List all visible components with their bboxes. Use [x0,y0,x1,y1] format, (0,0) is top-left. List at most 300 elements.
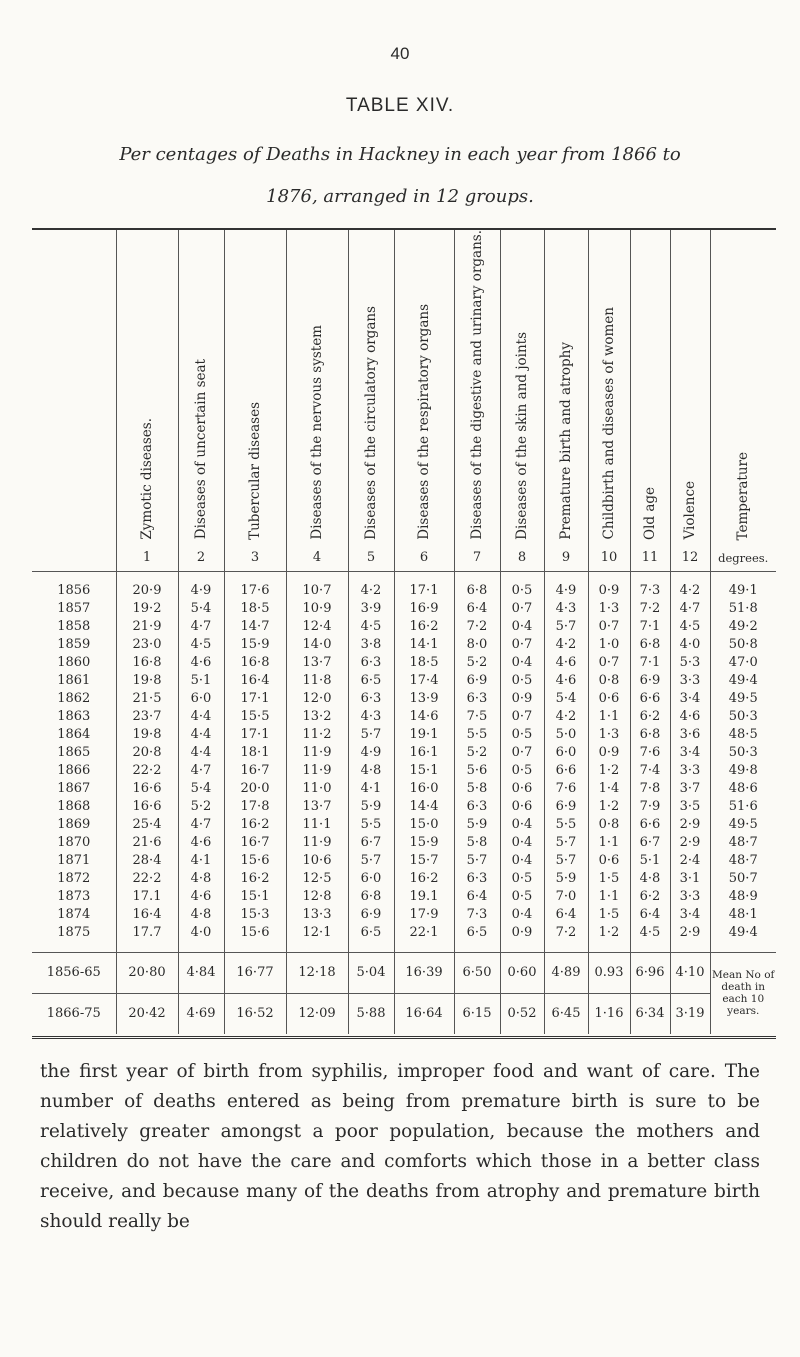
value-cell: 0·9 [588,571,630,600]
value-cell: 6·3 [348,690,394,708]
value-cell: 19·8 [116,672,178,690]
column-header-label: Temperature [735,452,752,541]
mean-value-cell: 1·16 [588,993,630,1034]
value-cell: 0·4 [500,618,544,636]
value-cell: 16·8 [116,654,178,672]
value-cell: 3·9 [348,600,394,618]
value-cell: 4·2 [348,571,394,600]
value-cell: 4·8 [178,870,224,888]
value-cell: 0·7 [500,636,544,654]
year-cell: 1865 [32,744,116,762]
column-header-label: Old age [642,486,658,540]
table-row [32,798,776,816]
table-row [32,600,776,618]
value-cell: 6·0 [544,744,588,762]
value-cell: 20·0 [224,780,286,798]
value-cell: 50·7 [728,870,758,886]
value-cell: 11·9 [286,744,348,762]
value-cell: 17·1 [224,690,286,708]
mean-value-cell: 3·19 [670,993,710,1034]
value-cell: 3·8 [348,636,394,654]
value-cell: 51·6 [728,798,758,814]
column-header [588,230,630,571]
value-cell: 21·9 [116,618,178,636]
value-cell: 4·4 [178,726,224,744]
value-cell: 0·5 [500,726,544,744]
mean-value-cell: 6·96 [630,952,670,993]
value-cell: 22·2 [116,870,178,888]
value-cell: 6·2 [630,888,670,906]
value-cell: 6·5 [454,924,500,953]
value-cell: 6·3 [454,690,500,708]
value-cell: 0·5 [500,672,544,690]
column-header-label: Diseases of the nervous system [309,325,325,540]
year-cell: 1869 [32,816,116,834]
mean-value-cell: 5·04 [348,952,394,993]
value-cell: 13·9 [394,690,454,708]
value-cell: 16·2 [224,870,286,888]
value-cell: 15·9 [394,834,454,852]
value-cell: 15·6 [224,852,286,870]
value-cell: 14·1 [394,636,454,654]
value-cell: 14·6 [394,708,454,726]
year-cell: 1872 [32,870,116,888]
year-cell: 1862 [32,690,116,708]
column-header [454,230,500,571]
value-cell: 0·7 [588,618,630,636]
value-cell: 5·6 [454,762,500,780]
column-header [544,230,588,571]
column-header [500,230,544,571]
column-header [710,230,776,571]
value-cell: 4·6 [544,654,588,672]
table-row [32,924,776,953]
value-cell: 4·7 [178,816,224,834]
value-cell: 4·0 [670,636,710,654]
value-cell: 1·3 [588,600,630,618]
value-cell: 5·7 [544,834,588,852]
column-header-label: Diseases of the circulatory organs [363,305,379,540]
mean-value-cell: 16·77 [224,952,286,993]
value-cell: 14·4 [394,798,454,816]
value-cell: 0·9 [588,744,630,762]
value-cell: 48·7 [728,852,758,868]
value-cell: 48·5 [728,726,758,742]
column-header [178,230,224,571]
value-cell: 7·5 [454,708,500,726]
value-cell: 5·0 [544,726,588,744]
value-cell: 3·7 [670,780,710,798]
mean-value-cell: 6·15 [454,993,500,1034]
value-cell: 0·7 [500,744,544,762]
value-cell: 0·5 [500,571,544,600]
mean-value-cell: 6·50 [454,952,500,993]
mean-row [32,952,776,993]
value-cell: 15·0 [394,816,454,834]
value-cell: 4·9 [178,571,224,600]
value-cell: 49·8 [728,762,758,778]
value-cell: 5·8 [454,780,500,798]
column-header [670,230,710,571]
value-cell: 11·8 [286,672,348,690]
value-cell: 17·4 [394,672,454,690]
value-cell: 0·6 [588,852,630,870]
value-cell: 4·2 [670,571,710,600]
table-row [32,834,776,852]
value-cell: 17·1 [394,571,454,600]
value-cell: 7·6 [544,780,588,798]
value-cell: 2·9 [670,834,710,852]
value-cell: 5·7 [544,618,588,636]
value-cell: 4·6 [670,708,710,726]
mean-value-cell: 0.93 [588,952,630,993]
value-cell: 4·2 [544,708,588,726]
value-cell: 6·3 [454,870,500,888]
value-cell: 6·5 [348,924,394,953]
value-cell: 6·9 [348,906,394,924]
column-header [116,230,178,571]
year-cell: 1860 [32,654,116,672]
value-cell: 18·1 [224,744,286,762]
value-cell: 3·1 [670,870,710,888]
value-cell: 48·7 [728,834,758,850]
value-cell: 21·5 [116,690,178,708]
column-number: 3 [250,549,260,565]
year-cell: 1866 [32,762,116,780]
mean-value-cell: 6·34 [630,993,670,1034]
value-cell: 25·4 [116,816,178,834]
value-cell: 4·1 [178,852,224,870]
value-cell: 3·5 [670,798,710,816]
mean-value-cell: 0·52 [500,993,544,1034]
table-row [32,654,776,672]
table-row [32,906,776,924]
value-cell: 0·9 [500,690,544,708]
value-cell: 0·4 [500,816,544,834]
value-cell: 10·6 [286,852,348,870]
value-cell: 47·0 [728,654,758,670]
column-number: 11 [641,549,659,565]
value-cell: 1·1 [588,708,630,726]
value-cell: 50·3 [728,744,758,760]
value-cell: 16·4 [116,906,178,924]
value-cell: 13·3 [286,906,348,924]
body-paragraph: the first year of birth from syphilis, improper food and want of care. The number of deaths entered as being from premature birth is sure to be relatively greater amongst a poor population, because the mothers and children do not have the care and comforts which those in a better class receive, and because many of the deaths from atrophy and premature birth should really be [40,1061,760,1232]
column-number: degrees. [718,550,769,565]
value-cell: 5·7 [454,852,500,870]
mean-value-cell: 16·64 [394,993,454,1034]
value-cell: 50·3 [728,708,758,724]
year-header [32,230,116,571]
value-cell: 28·4 [116,852,178,870]
value-cell: 0·4 [500,834,544,852]
value-cell: 19·2 [116,600,178,618]
value-cell: 7·9 [630,798,670,816]
value-cell: 19·8 [116,726,178,744]
column-header [286,230,348,571]
mean-value-cell: 20·42 [116,993,178,1034]
column-header-label: Diseases of the respiratory organs [416,303,432,540]
table-row [32,726,776,744]
year-cell: 1873 [32,888,116,906]
value-cell: 0·7 [500,600,544,618]
value-cell: 18·5 [224,600,286,618]
value-cell: 12·1 [286,924,348,953]
value-cell: 2·9 [670,924,710,953]
year-cell: 1859 [32,636,116,654]
value-cell: 6·8 [454,571,500,600]
value-cell: 17·1 [224,726,286,744]
value-cell: 51·8 [728,600,758,616]
value-cell: 7·3 [630,571,670,600]
value-cell: 22·2 [116,762,178,780]
value-cell: 5·7 [348,852,394,870]
value-cell: 16·4 [224,672,286,690]
column-number: 12 [681,549,699,565]
value-cell: 6·6 [630,690,670,708]
mean-value-cell: 5·88 [348,993,394,1034]
value-cell: 13·7 [286,654,348,672]
column-number: 2 [196,549,206,565]
value-cell: 0·7 [588,654,630,672]
value-cell: 4·4 [178,744,224,762]
value-cell: 0·4 [500,654,544,672]
value-cell: 17.1 [116,888,178,906]
value-cell: 0·5 [500,888,544,906]
value-cell: 16·2 [224,816,286,834]
value-cell: 6·8 [630,726,670,744]
value-cell: 11·2 [286,726,348,744]
value-cell: 4·7 [178,618,224,636]
value-cell: 5·4 [544,690,588,708]
value-cell: 0·6 [500,780,544,798]
column-header [394,230,454,571]
column-number: 7 [472,549,482,565]
value-cell: 6·9 [454,672,500,690]
ten-year-means [32,952,776,1034]
year-cell: 1874 [32,906,116,924]
value-cell: 2·9 [670,816,710,834]
value-cell: 6·3 [454,798,500,816]
value-cell: 1·3 [588,726,630,744]
value-cell: 6·0 [348,870,394,888]
value-cell: 4·6 [178,834,224,852]
year-cell: 1868 [32,798,116,816]
value-cell: 6·5 [348,672,394,690]
value-cell: 16·2 [394,870,454,888]
value-cell: 5·8 [454,834,500,852]
value-cell: 8·0 [454,636,500,654]
value-cell: 16·8 [224,654,286,672]
value-cell: 6·4 [630,906,670,924]
value-cell: 4·5 [670,618,710,636]
value-cell: 5·5 [544,816,588,834]
year-cell: 1858 [32,618,116,636]
value-cell: 0·4 [500,906,544,924]
column-header [630,230,670,571]
value-cell: 7·1 [630,618,670,636]
value-cell: 4·5 [630,924,670,953]
column-number: 1 [142,549,152,565]
yearly-rows [32,571,776,952]
value-cell: 1·5 [588,906,630,924]
value-cell: 3·3 [670,672,710,690]
mean-value-cell: 4·84 [178,952,224,993]
value-cell: 5·1 [178,672,224,690]
value-cell: 4·1 [348,780,394,798]
year-cell: 1875 [32,924,116,953]
value-cell: 7·2 [630,600,670,618]
table-row [32,636,776,654]
value-cell: 23·0 [116,636,178,654]
value-cell: 3·3 [670,762,710,780]
table-row [32,672,776,690]
value-cell: 1·2 [588,924,630,953]
value-cell: 6·0 [178,690,224,708]
value-cell: 15·6 [224,924,286,953]
column-number: 9 [561,549,571,565]
table-row [32,762,776,780]
value-cell: 7·0 [544,888,588,906]
mean-value-cell: 6·45 [544,993,588,1034]
year-cell: 1863 [32,708,116,726]
value-cell: 48·9 [728,888,758,904]
table-row [32,870,776,888]
value-cell: 11·1 [286,816,348,834]
value-cell: 4·5 [348,618,394,636]
value-cell: 49·5 [728,816,758,832]
value-cell: 16·7 [224,762,286,780]
value-cell: 4·6 [178,654,224,672]
value-cell: 6·6 [630,816,670,834]
value-cell: 1·2 [588,798,630,816]
value-cell: 6·8 [630,636,670,654]
column-header-label: Diseases of the skin and joints [514,331,530,540]
column-number: 8 [517,549,527,565]
column-header [224,230,286,571]
value-cell: 49·4 [710,924,776,953]
year-cell: 1857 [32,600,116,618]
value-cell: 15·1 [394,762,454,780]
value-cell: 3·4 [670,690,710,708]
value-cell: 4·6 [544,672,588,690]
value-cell: 4·7 [178,762,224,780]
value-cell: 5·3 [670,654,710,672]
value-cell: 7·2 [544,924,588,953]
value-cell: 17·8 [224,798,286,816]
year-cell: 1871 [32,852,116,870]
value-cell: 50·8 [728,636,758,652]
mean-value-cell: 4·10 [670,952,710,993]
value-cell: 4·4 [178,708,224,726]
value-cell: 5·7 [348,726,394,744]
value-cell: 4·8 [178,906,224,924]
value-cell: 19.1 [394,888,454,906]
mean-value-cell: 0·60 [500,952,544,993]
value-cell: 6·7 [348,834,394,852]
table-row [32,852,776,870]
column-header-label: Zymotic diseases. [139,418,155,540]
table-row [32,708,776,726]
value-cell: 6·9 [630,672,670,690]
value-cell: 0·8 [588,672,630,690]
value-cell: 4·8 [630,870,670,888]
table-row [32,744,776,762]
column-header-label: Diseases of uncertain seat [193,359,209,540]
value-cell: 15·1 [224,888,286,906]
table-title: TABLE XIV. [345,95,455,116]
value-cell: 14·7 [224,618,286,636]
mean-value-cell: 4·69 [178,993,224,1034]
value-cell: 0·9 [500,924,544,953]
value-cell: 5·2 [454,654,500,672]
value-cell: 10·7 [286,571,348,600]
table-row [32,780,776,798]
value-cell: 5·2 [454,744,500,762]
value-cell: 10·9 [286,600,348,618]
value-cell: 6·4 [544,906,588,924]
value-cell: 7·1 [630,654,670,672]
value-cell: 17.7 [116,924,178,953]
value-cell: 4·9 [544,571,588,600]
value-cell: 20·8 [116,744,178,762]
value-cell: 3·4 [670,744,710,762]
value-cell: 7·6 [630,744,670,762]
value-cell: 12·5 [286,870,348,888]
value-cell: 3·4 [670,906,710,924]
value-cell: 16·1 [394,744,454,762]
year-cell: 1867 [32,780,116,798]
value-cell: 5·4 [178,780,224,798]
period-cell: 1856-65 [32,952,116,993]
value-cell: 49·4 [728,672,758,688]
value-cell: 4·3 [348,708,394,726]
mean-value-cell: 12·09 [286,993,348,1034]
table-row [32,690,776,708]
period-cell: 1866-75 [32,993,116,1034]
value-cell: 1·2 [588,762,630,780]
table-row [32,816,776,834]
value-cell: 11·9 [286,834,348,852]
value-cell: 12·0 [286,690,348,708]
value-cell: 49·1 [728,582,758,598]
value-cell: 1·5 [588,870,630,888]
year-cell: 1856 [32,571,116,600]
value-cell: 17·9 [394,906,454,924]
value-cell: 15·9 [224,636,286,654]
value-cell: 19·1 [394,726,454,744]
value-cell: 6·7 [630,834,670,852]
value-cell: 12·8 [286,888,348,906]
mean-note: Mean No of death in each 10 years. [712,969,775,1018]
value-cell: 18·5 [394,654,454,672]
value-cell: 1·1 [588,834,630,852]
year-cell: 1870 [32,834,116,852]
value-cell: 4·2 [544,636,588,654]
value-cell: 48·1 [728,906,758,922]
value-cell: 6·8 [348,888,394,906]
value-cell: 15·7 [394,852,454,870]
value-cell: 3·3 [670,888,710,906]
value-cell: 16·9 [394,600,454,618]
value-cell: 16·6 [116,780,178,798]
value-cell: 16·7 [224,834,286,852]
value-cell: 4·9 [348,744,394,762]
value-cell: 5·1 [630,852,670,870]
value-cell: 0·5 [500,870,544,888]
page-number: 40 [390,44,410,63]
value-cell: 0·5 [500,762,544,780]
